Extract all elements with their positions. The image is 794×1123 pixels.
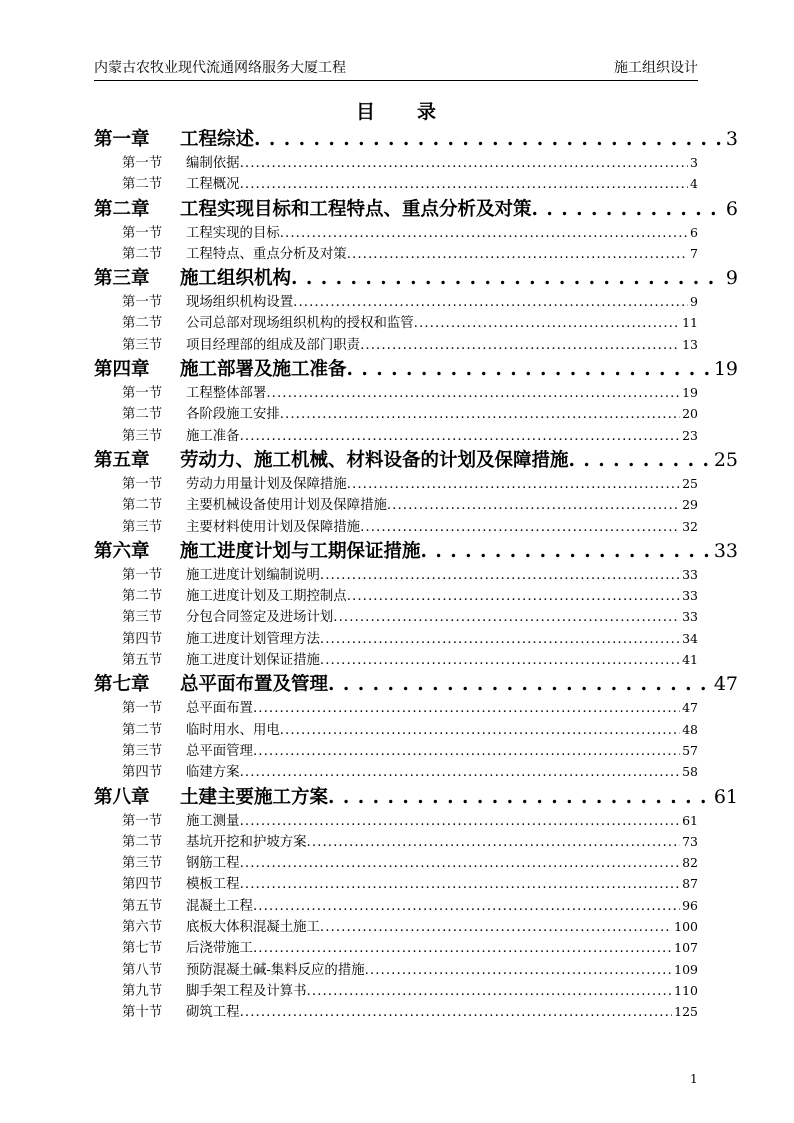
toc-dot-leader: [307, 984, 673, 999]
toc-chapter-entry[interactable]: [94, 264, 738, 291]
toc-entry-page: 48: [682, 721, 698, 737]
toc-section-entry[interactable]: [94, 425, 698, 446]
toc-entry-title: 脚手架工程及计算书: [186, 983, 307, 999]
toc-entry-number: 第二节: [122, 834, 163, 850]
toc-entry-number: 第四节: [122, 631, 163, 647]
toc-entry-page: 61: [713, 785, 738, 808]
page-header: [94, 58, 698, 81]
toc-section-entry[interactable]: [94, 243, 698, 264]
toc-entry-number: 第二节: [122, 177, 163, 193]
toc-section-entry[interactable]: [94, 916, 698, 937]
toc-entry-title: 基坑开挖和护坡方案: [186, 834, 307, 850]
toc-entry-title: 钢筋工程: [186, 856, 240, 872]
toc-dot-leader: [253, 941, 672, 956]
toc-dot-leader: [240, 1005, 673, 1020]
toc-dot-leader: [532, 199, 724, 220]
toc-entry-number: 第五节: [122, 898, 163, 914]
toc-entry-page: 32: [682, 518, 698, 534]
toc-entry-number: 第五节: [122, 653, 163, 669]
toc-section-entry[interactable]: [94, 606, 698, 627]
toc-dot-leader: [320, 632, 680, 647]
toc-entry-number: 第三节: [122, 519, 163, 535]
toc-section-entry[interactable]: [94, 382, 698, 403]
toc-entry-title: 施工进度计划及工期控制点: [186, 589, 347, 605]
toc-entry-title: 预防混凝土碱-集料反应的措施: [186, 962, 365, 978]
toc-dot-leader: [240, 877, 681, 892]
toc-dot-leader: [291, 268, 724, 289]
toc-entry-page: 61: [682, 812, 698, 828]
toc-dot-leader: [240, 156, 688, 171]
toc-dot-leader: [240, 856, 681, 871]
toc-dot-leader: [320, 568, 680, 583]
toc-entry-page: 47: [682, 700, 698, 716]
toc-entry-number: 第一节: [122, 386, 163, 402]
toc-entry-number: 第一节: [122, 225, 163, 241]
toc-entry-page: 96: [682, 897, 698, 913]
toc-entry-title: 工程特点、重点分析及对策: [186, 246, 347, 262]
toc-entry-page: 34: [682, 630, 698, 646]
toc-section-entry[interactable]: [94, 291, 698, 312]
toc-entry-page: 25: [713, 448, 738, 471]
toc-dot-leader: [254, 129, 724, 150]
toc-entry-number: 第八章: [94, 786, 150, 808]
toc-chapter-entry[interactable]: [94, 670, 738, 697]
toc-section-entry[interactable]: [94, 628, 698, 649]
toc-entry-number: 第八节: [122, 962, 163, 978]
toc-dot-leader: [414, 316, 680, 331]
toc-entry-page: 58: [682, 764, 698, 780]
toc-entry-number: 第一节: [122, 156, 163, 171]
toc-entry-title: 底板大体积混凝土施工: [186, 920, 320, 936]
toc-entry-page: 13: [682, 336, 698, 352]
toc-entry-page: 9: [690, 294, 698, 310]
toc-entry-title: 工程综述: [180, 129, 255, 150]
toc-chapter-entry[interactable]: [94, 783, 738, 810]
toc-entry-number: 第一节: [122, 295, 163, 311]
toc-section-entry[interactable]: [94, 810, 698, 831]
toc-dot-leader: [328, 787, 712, 808]
toc-dot-leader: [421, 541, 712, 562]
toc-entry-number: 第三节: [122, 743, 163, 759]
toc-section-entry[interactable]: [94, 403, 698, 424]
toc-chapter-entry[interactable]: [94, 446, 738, 473]
toc-section-entry[interactable]: [94, 740, 698, 761]
toc-entry-title: 施工部署及施工准备: [180, 359, 347, 381]
toc-section-entry[interactable]: [94, 852, 698, 873]
toc-dot-leader: [320, 920, 672, 935]
toc-entry-title: 施工进度计划管理方法: [186, 631, 320, 647]
toc-section-entry[interactable]: [94, 585, 698, 606]
toc-section-entry[interactable]: [94, 494, 698, 515]
toc-entry-title: 主要材料使用计划及保障措施: [186, 519, 361, 535]
toc-entry-page: 107: [674, 940, 698, 956]
toc-entry-number: 第十节: [122, 1005, 163, 1021]
toc-entry-title: 模板工程: [186, 877, 240, 893]
toc-entry-number: 第二节: [122, 246, 163, 262]
page-number: 1: [690, 1072, 698, 1086]
toc-entry-title: 施工测量: [186, 813, 240, 829]
toc-section-entry[interactable]: [94, 959, 698, 980]
toc-entry-title: 后浇带施工: [186, 941, 253, 957]
toc-entry-number: 第一章: [94, 129, 150, 150]
toc-dot-leader: [280, 723, 680, 738]
toc-section-entry[interactable]: [94, 152, 698, 173]
toc-dot-leader: [387, 498, 680, 513]
toc-entry-title: 施工进度计划保证措施: [186, 653, 320, 669]
toc-entry-number: 第二章: [94, 198, 150, 220]
header-document-type: 施工组织设计: [614, 60, 698, 76]
toc-entry-number: 第四节: [122, 765, 163, 781]
toc-section-entry[interactable]: [94, 980, 698, 1001]
toc-entry-number: 第二节: [122, 498, 163, 514]
table-of-contents: [94, 125, 738, 1023]
toc-entry-page: 33: [682, 609, 698, 625]
toc-chapter-entry[interactable]: [94, 125, 738, 152]
toc-entry-page: 33: [713, 539, 738, 562]
toc-entry-page: 82: [682, 855, 698, 871]
toc-entry-page: 110: [674, 982, 698, 998]
toc-dot-leader: [365, 963, 673, 978]
toc-dot-leader: [240, 429, 681, 444]
toc-entry-title: 现场组织机构设置: [186, 295, 294, 311]
toc-section-entry[interactable]: [94, 173, 698, 194]
toc-entry-title: 总平面布置: [186, 701, 253, 717]
toc-section-entry[interactable]: [94, 937, 698, 958]
toc-entry-page: 19: [682, 385, 698, 401]
toc-entry-title: 临建方案: [186, 765, 240, 781]
toc-title-char-1: 目: [355, 101, 377, 123]
toc-dot-leader: [253, 701, 680, 716]
toc-dot-leader: [240, 814, 681, 829]
toc-entry-title: 工程整体部署: [186, 386, 267, 402]
toc-entry-title: 分包合同签定及进场计划: [186, 610, 334, 626]
toc-dot-leader: [347, 477, 680, 492]
toc-section-entry[interactable]: [94, 516, 698, 537]
toc-dot-leader: [240, 765, 681, 780]
toc-dot-leader: [293, 295, 688, 310]
toc-dot-leader: [320, 653, 680, 668]
toc-entry-title: 总平面管理: [186, 743, 253, 759]
toc-section-entry[interactable]: [94, 312, 698, 333]
toc-entry-page: 6: [725, 197, 738, 220]
toc-entry-title: 施工组织机构: [180, 268, 292, 290]
toc-entry-number: 第一节: [122, 567, 163, 583]
toc-section-entry[interactable]: [94, 1001, 698, 1022]
toc-chapter-entry[interactable]: [94, 195, 738, 222]
toc-section-entry[interactable]: [94, 873, 698, 894]
toc-entry-title: 总平面布置及管理: [180, 674, 329, 696]
toc-section-entry[interactable]: [94, 761, 698, 782]
toc-entry-number: 第二节: [122, 316, 163, 332]
toc-chapter-entry[interactable]: [94, 355, 738, 382]
toc-dot-leader: [253, 744, 680, 759]
toc-entry-page: 6: [690, 224, 698, 240]
toc-entry-page: 33: [682, 588, 698, 604]
toc-entry-number: 第一节: [122, 813, 163, 829]
toc-entry-title: 施工进度计划编制说明: [186, 567, 320, 583]
toc-entry-title: 土建主要施工方案: [180, 786, 329, 808]
toc-entry-title: 工程概况: [186, 177, 240, 193]
toc-entry-page: 7: [690, 245, 698, 261]
toc-entry-page: 3: [690, 155, 698, 170]
toc-section-entry[interactable]: [94, 649, 698, 670]
toc-entry-page: 4: [690, 176, 698, 192]
toc-entry-page: 87: [682, 876, 698, 892]
toc-dot-leader: [569, 450, 712, 471]
toc-entry-title: 工程实现的目标: [186, 225, 280, 241]
toc-dot-leader: [347, 589, 680, 604]
toc-entry-number: 第七节: [122, 941, 163, 957]
toc-entry-page: 3: [725, 128, 738, 150]
toc-entry-title: 施工进度计划与工期保证措施: [180, 540, 421, 562]
toc-entry-page: 33: [682, 566, 698, 582]
toc-entry-title: 公司总部对现场组织机构的授权和监管: [186, 316, 414, 332]
header-project-name: 内蒙古农牧业现代流通网络服务大厦工程: [94, 60, 346, 76]
toc-entry-number: 第四章: [94, 359, 150, 381]
toc-dot-leader: [253, 899, 680, 914]
toc-entry-title: 施工准备: [186, 428, 240, 444]
toc-entry-page: 19: [713, 358, 738, 381]
toc-entry-page: 29: [682, 497, 698, 513]
toc-entry-number: 第七章: [94, 674, 150, 696]
toc-entry-number: 第九节: [122, 983, 163, 999]
toc-entry-number: 第三节: [122, 337, 163, 353]
toc-entry-page: 20: [682, 406, 698, 422]
toc-chapter-entry[interactable]: [94, 537, 738, 564]
toc-entry-page: 41: [682, 652, 698, 668]
toc-entry-title: 劳动力、施工机械、材料设备的计划及保障措施: [180, 449, 569, 471]
toc-section-entry[interactable]: [94, 719, 698, 740]
toc-entry-number: 第二节: [122, 407, 163, 423]
toc-title: [0, 97, 794, 124]
toc-section-entry[interactable]: [94, 697, 698, 718]
toc-dot-leader: [280, 407, 680, 422]
toc-dot-leader: [360, 338, 680, 353]
toc-dot-leader: [280, 226, 688, 241]
toc-entry-number: 第三节: [122, 610, 163, 626]
toc-entry-page: 125: [674, 1004, 698, 1020]
toc-dot-leader: [328, 674, 712, 695]
toc-entry-number: 第五章: [94, 449, 150, 471]
toc-section-entry[interactable]: [94, 222, 698, 243]
toc-entry-page: 47: [713, 673, 738, 696]
toc-dot-leader: [347, 359, 712, 380]
toc-title-char-2: 录: [417, 101, 439, 123]
toc-entry-title: 混凝土工程: [186, 898, 253, 914]
toc-entry-number: 第三节: [122, 428, 163, 444]
toc-entry-title: 编制依据: [186, 156, 240, 171]
toc-entry-number: 第三章: [94, 268, 150, 290]
toc-section-entry[interactable]: [94, 831, 698, 852]
toc-entry-title: 劳动力用量计划及保障措施: [186, 476, 347, 492]
toc-dot-leader: [240, 177, 688, 192]
toc-entry-page: 25: [682, 475, 698, 491]
toc-entry-page: 100: [674, 919, 698, 935]
toc-entry-title: 项目经理部的组成及部门职责: [186, 337, 361, 353]
toc-entry-number: 第二节: [122, 589, 163, 605]
toc-entry-number: 第四节: [122, 877, 163, 893]
toc-dot-leader: [347, 247, 688, 262]
toc-entry-page: 109: [674, 961, 698, 977]
toc-entry-title: 砌筑工程: [186, 1005, 240, 1021]
toc-section-entry[interactable]: [94, 564, 698, 585]
toc-entry-number: 第一节: [122, 476, 163, 492]
toc-entry-number: 第六章: [94, 540, 150, 562]
toc-entry-number: 第三节: [122, 856, 163, 872]
toc-dot-leader: [266, 386, 680, 401]
toc-entry-page: 23: [682, 427, 698, 443]
toc-entry-title: 工程实现目标和工程特点、重点分析及对策: [180, 198, 532, 220]
toc-section-entry[interactable]: [94, 334, 698, 355]
toc-entry-number: 第六节: [122, 920, 163, 936]
toc-entry-page: 73: [682, 833, 698, 849]
toc-entry-title: 主要机械设备使用计划及保障措施: [186, 498, 387, 514]
toc-entry-page: 9: [725, 267, 738, 290]
toc-entry-title: 临时用水、用电: [186, 722, 280, 738]
toc-dot-leader: [333, 610, 680, 625]
toc-entry-title: 各阶段施工安排: [186, 407, 280, 423]
toc-entry-number: 第一节: [122, 701, 163, 717]
toc-section-entry[interactable]: [94, 895, 698, 916]
toc-entry-page: 57: [682, 742, 698, 758]
toc-dot-leader: [360, 520, 680, 535]
toc-entry-number: 第二节: [122, 722, 163, 738]
toc-entry-page: 11: [682, 315, 698, 331]
toc-section-entry[interactable]: [94, 473, 698, 494]
toc-dot-leader: [307, 835, 681, 850]
